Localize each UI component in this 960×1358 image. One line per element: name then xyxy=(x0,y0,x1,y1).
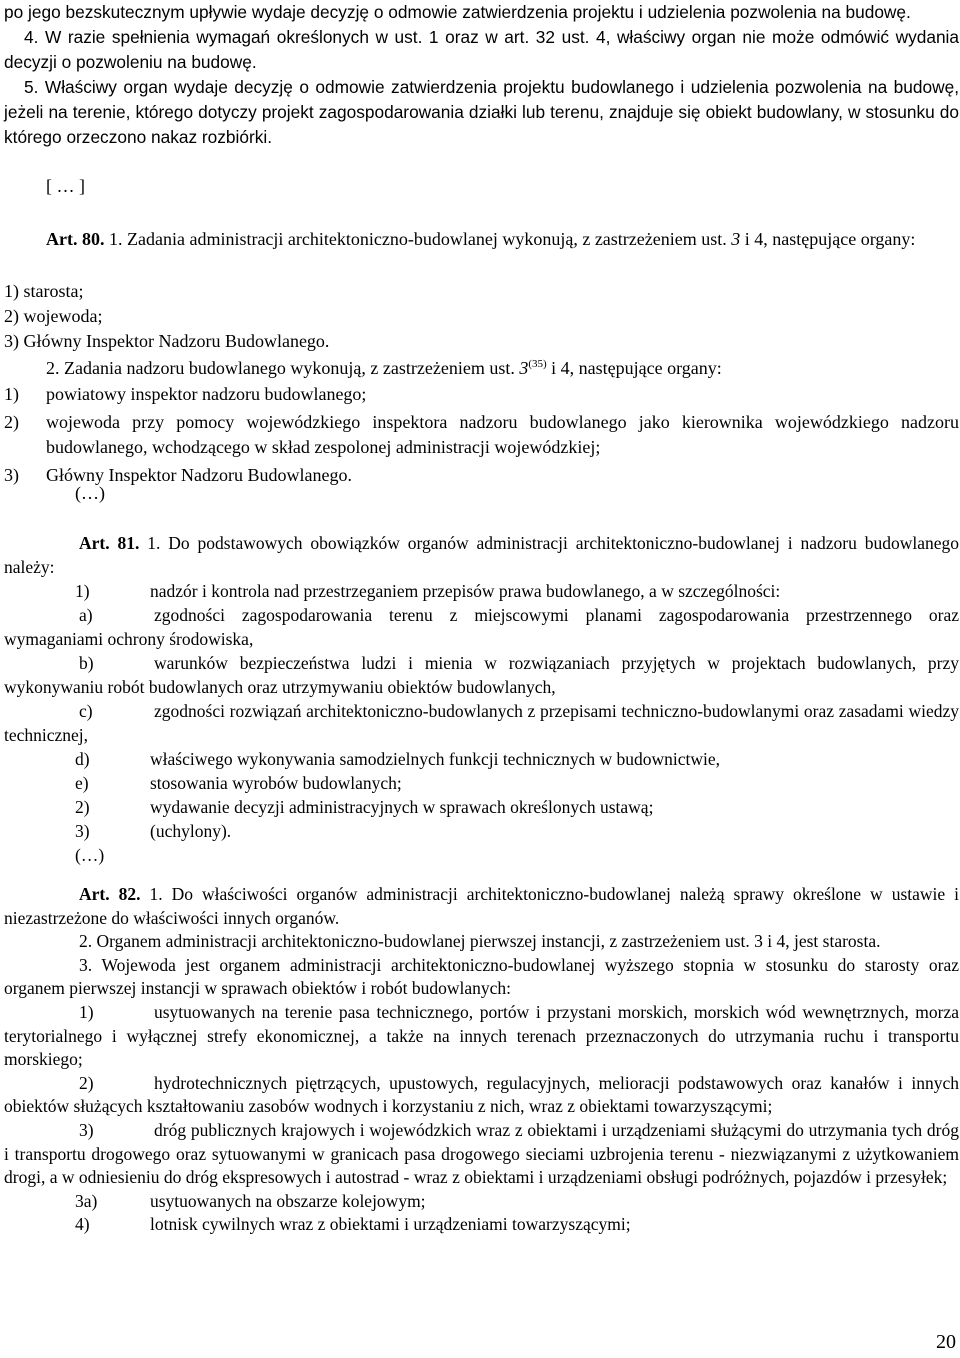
item-number: 2) xyxy=(4,412,19,432)
item-text: stosowania wyrobów budowlanych; xyxy=(150,773,402,793)
item-text: usytuowanych na terenie pasa technicznego, portów i przystani morskich, morskich wód wewnętrznych, morza terytorialnego i wyłącznej strefy ekonomicznej, a także na innych terenach przeznaczonych do utrzymania ruchu i transportu morskiego; xyxy=(4,1001,959,1070)
art80-list-1 xyxy=(4,279,959,354)
art80-list2-item xyxy=(4,382,959,407)
art80-p1-ref: 3 xyxy=(731,229,741,249)
footnote-ref: (35) xyxy=(528,358,547,370)
ellipsis-text: (…) xyxy=(75,845,105,865)
ellipsis-text: [ … ] xyxy=(46,176,85,196)
art82-para-2: 2. Organem administracji architektoniczno-budowlanej pierwszej instancji, z zastrzeżeniem ust. 3 i 4, jest starosta. xyxy=(79,931,881,952)
item-text: wydawanie decyzji administracyjnych w sprawach określonych ustawą; xyxy=(150,797,654,817)
art82-item-3 xyxy=(4,1119,959,1190)
item-text: (uchylony). xyxy=(150,821,232,841)
item-text: zgodności zagospodarowania terenu z miejscowymi planami zagospodarowania przestrzennego oraz wymaganiami ochrony środowiska, xyxy=(4,605,959,649)
ellipsis-2 xyxy=(4,483,959,504)
paragraph-ust-4: 4. W razie spełnienia wymagań określonych w ust. 1 oraz w art. 32 ust. 4, właściwy organ nie może odmówić wydania decyzji o pozwoleniu na budowę. xyxy=(4,27,959,72)
item-number: 3) xyxy=(75,821,90,841)
art82-item-4 xyxy=(4,1213,959,1237)
item-number: 3) xyxy=(79,1119,94,1140)
art80-p2-text: 2. Zadania nadzoru budowlanego wykonują, z zastrzeżeniem ust. xyxy=(46,358,520,378)
item-number: 2) xyxy=(75,797,90,817)
art81-heading: Art. 81. xyxy=(79,533,140,553)
item-letter: a) xyxy=(79,605,93,625)
art81-p1-text: 1. Do podstawowych obowiązków organów administracji architektoniczno-budowlanej i nadzoru budowlanego należy: xyxy=(4,533,960,577)
article-82 xyxy=(4,883,959,1237)
art80-p1-post: i 4, następujące organy: xyxy=(740,229,916,249)
art80-list2-item xyxy=(4,410,959,460)
art80-p2-ref: 3 xyxy=(519,358,529,378)
art80-p1-text: 1. Zadania administracji architektoniczno-budowlanej wykonują, z zastrzeżeniem ust. xyxy=(104,229,732,249)
art81-item-2 xyxy=(4,795,959,819)
art80-list-2 xyxy=(4,382,959,488)
item-number: 3a) xyxy=(75,1190,98,1211)
art81-item-d xyxy=(4,747,959,771)
paragraph-ust-5: 5. Właściwy organ wydaje decyzję o odmowie zatwierdzenia projektu budowlanego i udzielenia pozwolenia na budowę, jeżeli na terenie, którego dotyczy projekt zagospodarowania działki lub terenu, znajduje się obiekt budowlany, w stosunku do którego orzeczono nakaz rozbiórki. xyxy=(4,77,959,147)
item-letter: d) xyxy=(75,749,90,769)
ellipsis-1 xyxy=(4,176,959,197)
art80-p2-line xyxy=(4,356,959,381)
ellipsis-text: (…) xyxy=(75,483,105,503)
section-top xyxy=(4,0,959,150)
item-number: 1) xyxy=(75,581,90,601)
item-number: 2) xyxy=(79,1072,94,1093)
item-text: usytuowanych na obszarze kolejowym; xyxy=(150,1190,426,1211)
item-number: 4) xyxy=(75,1214,90,1235)
item-text: hydrotechnicznych piętrzących, upustowych, regulacyjnych, melioracji podstawowych oraz kanałów i innych obiektów służących kształtowaniu zasobów wodnych i korzystaniu z nich, wraz z obiektami towarzyszącymi; xyxy=(4,1072,959,1117)
paragraph-continuation: po jego bezskutecznym upływie wydaje decyzję o odmowie zatwierdzenia projektu i udzielenia pozwolenia na budowę. xyxy=(4,2,911,22)
art82-para-1 xyxy=(4,883,959,930)
art82-item-3a xyxy=(4,1190,959,1214)
art80-para-2 xyxy=(4,356,959,381)
art82-heading: Art. 82. xyxy=(79,884,141,904)
item-text: powiatowy inspektor nadzoru budowlanego; xyxy=(46,384,367,404)
art81-item-c xyxy=(4,699,959,747)
item-number: 1) xyxy=(79,1001,94,1022)
item-text: zgodności rozwiązań architektoniczno-budowlanych z przepisami techniczno-budowlanymi oraz zasadami wiedzy technicznej, xyxy=(4,701,959,745)
article-81 xyxy=(4,531,959,867)
art82-item-1 xyxy=(4,1001,959,1072)
page-number: 20 xyxy=(936,1331,956,1353)
art81-item-b xyxy=(4,651,959,699)
item-letter: e) xyxy=(75,773,89,793)
art81-para-1 xyxy=(4,531,959,579)
art82-para-3: 3. Wojewoda jest organem administracji architektoniczno-budowlanej wyższego stopnia w stosunku do starosty oraz organem pierwszej instancji w sprawach obiektów i robót budowlanych: xyxy=(4,954,959,999)
art81-item-3 xyxy=(4,819,959,843)
art80-p2-post: i 4, następujące organy: xyxy=(546,358,722,378)
item-text: Główny Inspektor Nadzoru Budowlanego. xyxy=(46,465,352,485)
item-letter: c) xyxy=(79,701,93,721)
article-80 xyxy=(4,227,959,252)
item-number: 3) xyxy=(4,465,19,485)
art80-para-1 xyxy=(4,227,959,252)
item-text: warunków bezpieczeństwa ludzi i mienia w rozwiązaniach przyjętych w projektach budowlanych, przy wykonywaniu robót budowlanych oraz utrzymywaniu obiektów budowlanych, xyxy=(4,653,959,697)
art80-item-2: 2) wojewoda; xyxy=(4,306,103,326)
item-text: dróg publicznych krajowych i wojewódzkich wraz z obiektami i urządzeniami służącymi do utrzymania tych dróg i transportu drogowego oraz sytuowanymi w granicach pasa drogowego sieciami uzbrojenia terenu - niezwiązanymi z użytkowaniem drogi, a w odniesieniu do dróg ekspresowych i autostrad - wraz z obiektami i urządzeniami obsługi podróżnych, pojazdów i przesyłek; xyxy=(4,1119,959,1188)
item-text: właściwego wykonywania samodzielnych funkcji technicznych w budownictwie, xyxy=(150,749,721,769)
item-letter: b) xyxy=(79,653,94,673)
art82-item-2 xyxy=(4,1072,959,1119)
art81-item-1 xyxy=(4,579,959,603)
item-text: wojewoda przy pomocy wojewódzkiego inspektora nadzoru budowlanego jako kierownika wojewódzkiego nadzoru budowlanego, wchodzącego w skład zespolonej administracji wojewódzkiej; xyxy=(46,412,959,457)
item-text: nadzór i kontrola nad przestrzeganiem przepisów prawa budowlanego, a w szczególności: xyxy=(150,581,781,601)
art80-item-3: 3) Główny Inspektor Nadzoru Budowlanego. xyxy=(4,331,330,351)
art81-item-e xyxy=(4,771,959,795)
item-number: 1) xyxy=(4,384,19,404)
art80-heading: Art. 80. xyxy=(46,229,105,249)
art81-item-a xyxy=(4,603,959,651)
art80-item-1: 1) starosta; xyxy=(4,281,84,301)
art82-p1-text: 1. Do właściwości organów administracji architektoniczno-budowlanej należą sprawy określone w ustawie i niezastrzeżone do właściwości innych organów. xyxy=(4,884,959,928)
item-text: lotnisk cywilnych wraz z obiektami i urządzeniami towarzyszącymi; xyxy=(150,1214,631,1235)
